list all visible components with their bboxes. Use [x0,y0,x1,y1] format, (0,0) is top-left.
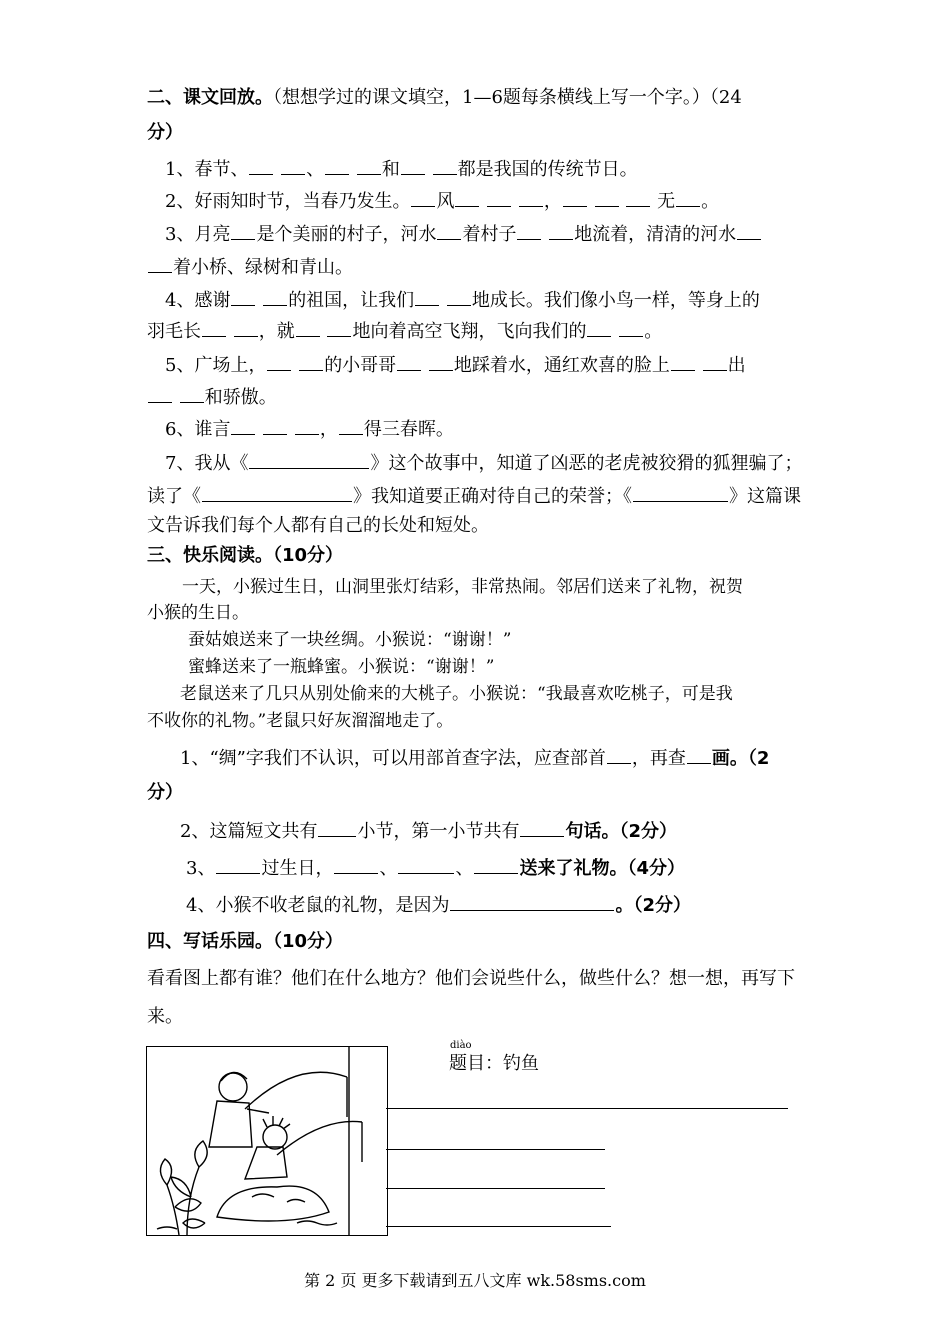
title-text: 钓鱼 [503,1053,539,1074]
page-footer: 第 2 页 更多下载请到五八文库 wk.58sms.com [304,1271,646,1290]
s2-q4-line2: 羽毛长 ，就 地向着高空飞翔，飞向我们的 。 [147,318,662,344]
fishing-illustration [146,1046,388,1236]
writing-prompt-line2: 来。 [147,1006,183,1027]
passage-p4-line1: 老鼠送来了几只从别处偷来的大桃子。小猴说：“我最喜欢吃桃子，可是我 [180,684,733,704]
section2-heading-line [147,86,742,110]
passage-p1-line2: 小猴的生日。 [147,603,249,623]
s3-q3: 3、 过生日， 、 、 送来了礼物。（4分） [186,855,685,881]
s3-q2: 2、这篇短文共有 小节，第一小节共有 句话。（2分） [180,818,677,844]
s2-q5-line2: 和骄傲。 [147,384,277,410]
s2-q4-line1: 4、感谢 的祖国，让我们 地成长。我们像小鸟一样，等身上的 [165,287,760,313]
s3-q1-line1: 1、“绸”字我们不认识，可以用部首查字法，应查部首 ，再查 画。（2 [180,745,769,771]
passage-p4-line2: 不收你的礼物。”老鼠只好灰溜溜地走了。 [147,711,454,731]
section2-heading: 二、课文回放。 [147,87,273,108]
section2-instruction: （想想学过的课文填空，1—6题每条横线上写一个字。）（24 [273,87,742,108]
writing-line-4[interactable] [386,1226,611,1227]
writing-title-line [449,1052,539,1076]
s2-q7-line1: 7、我从《 》这个故事中，知道了凶恶的老虎被狡猾的狐狸骗了； [165,450,802,476]
s2-q2: 2、好雨知时节，当春乃发生。 风 ， 无 。 [165,188,719,214]
passage-p1-line1: 一天，小猴过生日，山洞里张灯结彩，非常热闹。邻居们送来了礼物，祝贺 [182,577,743,597]
s2-q3-line1: 3、月亮 是个美丽的村子，河水 着村子 地流着，清清的河水 [165,221,762,247]
writing-line-2[interactable] [386,1149,605,1150]
s2-q6: 6、谁言 ， 得三春晖。 [165,416,454,442]
s2-q3-line2: 着小桥、绿树和青山。 [147,254,353,280]
title-label: 题目： [449,1053,503,1074]
section2-score-cont: 分） [147,122,183,143]
writing-line-1[interactable] [386,1108,788,1109]
s3-q1-line2: 分） [147,782,183,803]
writing-prompt-line1: 看看图上都有谁？他们在什么地方？他们会说些什么，做些什么？想一想，再写下 [147,968,795,989]
s2-q1: 1、春节、 、 和 都是我国的传统节日。 [165,156,638,182]
section4-heading: 四、写话乐园。（10分） [147,931,344,952]
title-pinyin: diào [450,1040,472,1051]
passage-p3: 蜜蜂送来了一瓶蜂蜜。小猴说：“谢谢！” [188,657,495,677]
passage-p2: 蚕姑娘送来了一块丝绸。小猴说：“谢谢！” [188,630,512,650]
s2-q5-line1: 5、广场上， 的小哥哥 地踩着水，通红欢喜的脸上 出 [165,352,746,378]
section3-heading: 三、快乐阅读。（10分） [147,545,344,566]
fishing-drawing-icon [147,1047,387,1235]
s2-q7-line3: 文告诉我们每个人都有自己的长处和短处。 [147,515,489,536]
s3-q4: 4、小猴不收老鼠的礼物，是因为 。（2分） [186,892,691,918]
s2-q7-line2: 读了《 》我知道要正确对待自己的荣誉；《 》这篇课 [147,483,801,509]
writing-line-3[interactable] [386,1188,605,1189]
